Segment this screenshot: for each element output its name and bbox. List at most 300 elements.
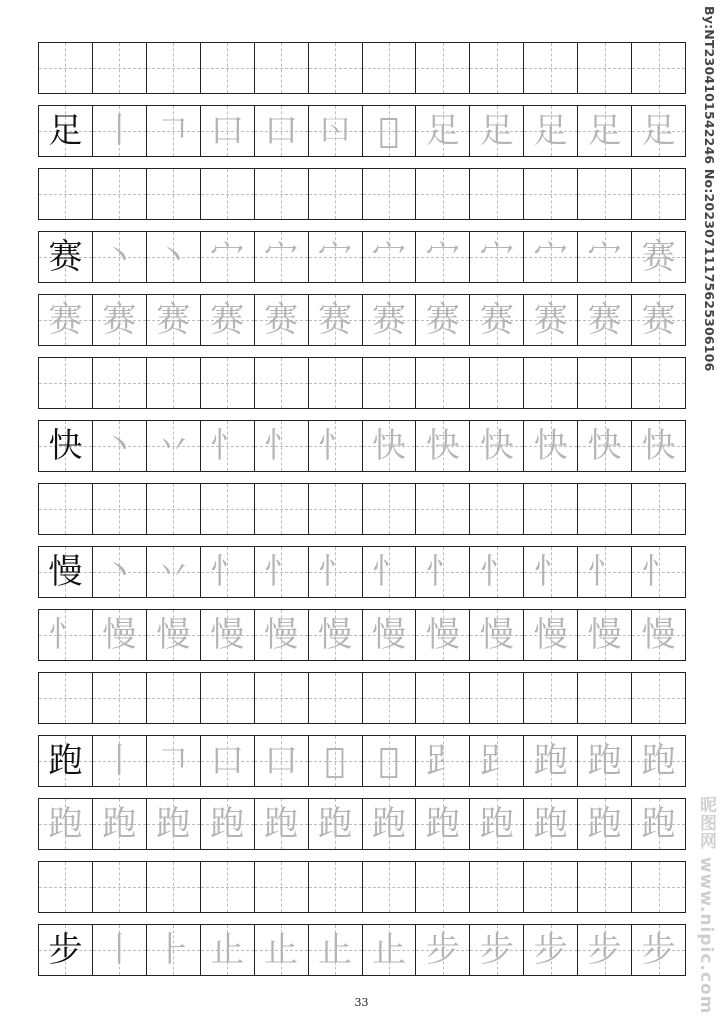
writing-cell bbox=[362, 358, 416, 408]
trace-character: 赛 bbox=[641, 237, 676, 277]
trace-character: 足 bbox=[533, 111, 568, 151]
writing-cell bbox=[200, 736, 254, 786]
trace-character: 慢 bbox=[533, 615, 568, 655]
writing-cell bbox=[415, 421, 469, 471]
writing-cell bbox=[308, 736, 362, 786]
writing-cell bbox=[415, 673, 469, 723]
writing-cell bbox=[523, 358, 577, 408]
trace-character: 赛 bbox=[264, 300, 299, 340]
writing-cell bbox=[39, 610, 92, 660]
trace-character: 忄 bbox=[210, 552, 245, 592]
writing-cell bbox=[254, 106, 308, 156]
writing-cell bbox=[523, 925, 577, 975]
practice-row bbox=[38, 798, 686, 850]
writing-cell bbox=[469, 421, 523, 471]
writing-cell bbox=[308, 799, 362, 849]
trace-character: 慢 bbox=[102, 615, 137, 655]
trace-character: 快 bbox=[425, 426, 460, 466]
writing-cell bbox=[415, 169, 469, 219]
writing-cell bbox=[631, 232, 685, 282]
writing-cell bbox=[308, 232, 362, 282]
writing-cell bbox=[308, 610, 362, 660]
writing-cell bbox=[469, 799, 523, 849]
writing-cell bbox=[92, 106, 146, 156]
trace-character: 𠮚 bbox=[318, 111, 353, 151]
writing-cell bbox=[92, 169, 146, 219]
writing-cell bbox=[631, 736, 685, 786]
trace-character: 赛 bbox=[587, 300, 622, 340]
writing-cell bbox=[415, 43, 469, 93]
trace-character: 忄 bbox=[533, 552, 568, 592]
writing-cell bbox=[39, 43, 92, 93]
trace-character: 忄 bbox=[371, 552, 406, 592]
writing-cell bbox=[523, 484, 577, 534]
practice-row bbox=[38, 483, 686, 535]
writing-cell bbox=[577, 169, 631, 219]
writing-cell bbox=[362, 484, 416, 534]
trace-character: 宀 bbox=[210, 237, 245, 277]
writing-cell bbox=[469, 610, 523, 660]
writing-cell bbox=[254, 169, 308, 219]
writing-cell bbox=[254, 232, 308, 282]
writing-cell bbox=[631, 610, 685, 660]
writing-cell bbox=[577, 799, 631, 849]
writing-cell bbox=[631, 106, 685, 156]
practice-row bbox=[38, 42, 686, 94]
writing-cell bbox=[146, 421, 200, 471]
trace-character: 跑 bbox=[533, 741, 568, 781]
writing-cell bbox=[415, 799, 469, 849]
trace-character: 赛 bbox=[533, 300, 568, 340]
writing-cell bbox=[631, 484, 685, 534]
writing-cell bbox=[415, 925, 469, 975]
writing-cell bbox=[415, 358, 469, 408]
trace-character: 宀 bbox=[264, 237, 299, 277]
trace-character: 丷 bbox=[156, 552, 191, 592]
trace-character: 𠃍 bbox=[156, 111, 191, 151]
writing-cell bbox=[469, 673, 523, 723]
writing-cell bbox=[92, 673, 146, 723]
trace-character: 跑 bbox=[210, 804, 245, 844]
trace-character: 慢 bbox=[479, 615, 514, 655]
trace-character: 快 bbox=[479, 426, 514, 466]
trace-character: 忄 bbox=[48, 615, 83, 655]
writing-cell bbox=[254, 925, 308, 975]
writing-cell bbox=[39, 799, 92, 849]
writing-cell bbox=[200, 484, 254, 534]
trace-character: 宀 bbox=[425, 237, 460, 277]
writing-cell bbox=[92, 799, 146, 849]
writing-cell bbox=[523, 295, 577, 345]
writing-cell bbox=[469, 862, 523, 912]
trace-character: 慢 bbox=[210, 615, 245, 655]
writing-cell bbox=[415, 736, 469, 786]
trace-character: 快 bbox=[641, 426, 676, 466]
writing-cell bbox=[577, 547, 631, 597]
writing-cell bbox=[254, 295, 308, 345]
trace-character: 口 bbox=[210, 111, 245, 151]
model-character: 跑 bbox=[48, 741, 83, 781]
trace-character: 丨 bbox=[102, 111, 137, 151]
trace-character: 快 bbox=[587, 426, 622, 466]
writing-cell bbox=[631, 43, 685, 93]
trace-character: 忄 bbox=[264, 426, 299, 466]
writing-cell bbox=[523, 736, 577, 786]
writing-cell bbox=[631, 547, 685, 597]
writing-cell bbox=[469, 925, 523, 975]
writing-cell bbox=[146, 358, 200, 408]
trace-character: 宀 bbox=[318, 237, 353, 277]
writing-cell bbox=[146, 232, 200, 282]
writing-cell bbox=[577, 484, 631, 534]
writing-cell bbox=[362, 799, 416, 849]
writing-cell bbox=[469, 169, 523, 219]
trace-character: 赛 bbox=[318, 300, 353, 340]
writing-cell bbox=[469, 43, 523, 93]
trace-character: 足 bbox=[641, 111, 676, 151]
trace-character: 慢 bbox=[264, 615, 299, 655]
writing-cell bbox=[146, 799, 200, 849]
writing-cell bbox=[631, 673, 685, 723]
writing-cell bbox=[200, 169, 254, 219]
writing-cell bbox=[631, 169, 685, 219]
writing-cell bbox=[308, 421, 362, 471]
writing-cell bbox=[146, 106, 200, 156]
writing-cell bbox=[577, 862, 631, 912]
trace-character: 跑 bbox=[425, 804, 460, 844]
trace-character: 忄 bbox=[641, 552, 676, 592]
writing-cell bbox=[146, 547, 200, 597]
trace-character: 慢 bbox=[371, 615, 406, 655]
trace-character: 丶 bbox=[102, 426, 137, 466]
trace-character: 止 bbox=[210, 930, 245, 970]
trace-character: 跑 bbox=[318, 804, 353, 844]
writing-cell bbox=[523, 106, 577, 156]
writing-cell bbox=[631, 421, 685, 471]
writing-cell bbox=[469, 295, 523, 345]
practice-row bbox=[38, 420, 686, 472]
writing-cell bbox=[631, 799, 685, 849]
writing-cell bbox=[523, 43, 577, 93]
writing-cell bbox=[146, 925, 200, 975]
trace-character: ⺊ bbox=[156, 930, 191, 970]
writing-cell bbox=[146, 169, 200, 219]
trace-character: 步 bbox=[533, 930, 568, 970]
writing-cell bbox=[39, 862, 92, 912]
trace-character: 跑 bbox=[587, 804, 622, 844]
trace-character: 跑 bbox=[479, 804, 514, 844]
trace-character: 步 bbox=[479, 930, 514, 970]
model-character: 赛 bbox=[48, 237, 83, 277]
trace-character: 宀 bbox=[533, 237, 568, 277]
writing-cell bbox=[254, 610, 308, 660]
writing-cell bbox=[254, 862, 308, 912]
writing-cell bbox=[308, 862, 362, 912]
trace-character: 𠃍 bbox=[156, 741, 191, 781]
writing-cell bbox=[469, 547, 523, 597]
writing-cell bbox=[92, 421, 146, 471]
trace-character: 慢 bbox=[318, 615, 353, 655]
writing-cell bbox=[39, 925, 92, 975]
writing-cell bbox=[362, 232, 416, 282]
writing-cell bbox=[631, 925, 685, 975]
page-number: 33 bbox=[354, 996, 369, 1009]
writing-cell bbox=[200, 547, 254, 597]
watermark: 昵图网 www.nipic.com bbox=[696, 795, 716, 1014]
trace-character: 忄 bbox=[318, 426, 353, 466]
writing-cell bbox=[92, 862, 146, 912]
writing-cell bbox=[39, 736, 92, 786]
writing-cell bbox=[39, 421, 92, 471]
trace-character: 丨 bbox=[102, 741, 137, 781]
trace-character: 忄 bbox=[587, 552, 622, 592]
writing-cell bbox=[308, 295, 362, 345]
trace-character: 𧾷 bbox=[425, 741, 460, 781]
trace-character: 宀 bbox=[479, 237, 514, 277]
writing-cell bbox=[362, 43, 416, 93]
writing-cell bbox=[362, 610, 416, 660]
writing-cell bbox=[39, 358, 92, 408]
practice-row bbox=[38, 672, 686, 724]
writing-cell bbox=[308, 673, 362, 723]
writing-cell bbox=[254, 673, 308, 723]
trace-character: 赛 bbox=[48, 300, 83, 340]
writing-cell bbox=[415, 106, 469, 156]
writing-cell bbox=[577, 673, 631, 723]
writing-cell bbox=[362, 295, 416, 345]
image-id-label: By:NT2304101542246 No:20230711175625306106 bbox=[702, 6, 717, 372]
writing-cell bbox=[39, 484, 92, 534]
trace-character: 慢 bbox=[425, 615, 460, 655]
trace-character: 步 bbox=[641, 930, 676, 970]
writing-cell bbox=[469, 358, 523, 408]
practice-row bbox=[38, 735, 686, 787]
writing-cell bbox=[39, 295, 92, 345]
trace-character: 𠯁 bbox=[378, 741, 400, 781]
writing-cell bbox=[146, 484, 200, 534]
trace-character: 慢 bbox=[641, 615, 676, 655]
writing-cell bbox=[39, 232, 92, 282]
trace-character: 跑 bbox=[264, 804, 299, 844]
trace-character: 慢 bbox=[587, 615, 622, 655]
trace-character: 赛 bbox=[479, 300, 514, 340]
writing-cell bbox=[200, 862, 254, 912]
trace-character: 𠯁 bbox=[378, 111, 400, 151]
trace-character: 足 bbox=[425, 111, 460, 151]
trace-character: 忄 bbox=[210, 426, 245, 466]
writing-cell bbox=[92, 232, 146, 282]
writing-cell bbox=[200, 358, 254, 408]
writing-cell bbox=[200, 232, 254, 282]
trace-character: 快 bbox=[371, 426, 406, 466]
writing-cell bbox=[308, 925, 362, 975]
trace-character: 跑 bbox=[371, 804, 406, 844]
trace-character: 丷 bbox=[156, 426, 191, 466]
writing-cell bbox=[254, 358, 308, 408]
writing-cell bbox=[415, 232, 469, 282]
writing-cell bbox=[577, 421, 631, 471]
trace-character: 丶 bbox=[156, 237, 191, 277]
trace-character: 慢 bbox=[156, 615, 191, 655]
trace-character: 丨 bbox=[102, 930, 137, 970]
writing-cell bbox=[577, 610, 631, 660]
trace-character: 忄 bbox=[479, 552, 514, 592]
writing-cell bbox=[254, 484, 308, 534]
practice-row bbox=[38, 861, 686, 913]
writing-cell bbox=[631, 358, 685, 408]
trace-character: 步 bbox=[587, 930, 622, 970]
writing-cell bbox=[92, 295, 146, 345]
trace-character: 赛 bbox=[210, 300, 245, 340]
writing-cell bbox=[415, 610, 469, 660]
writing-cell bbox=[200, 295, 254, 345]
writing-cell bbox=[92, 610, 146, 660]
model-character: 慢 bbox=[48, 552, 83, 592]
writing-cell bbox=[523, 169, 577, 219]
trace-character: 丶 bbox=[102, 237, 137, 277]
trace-character: 跑 bbox=[533, 804, 568, 844]
writing-cell bbox=[200, 610, 254, 660]
trace-character: 𠯁 bbox=[324, 741, 346, 781]
writing-cell bbox=[577, 106, 631, 156]
writing-cell bbox=[92, 484, 146, 534]
writing-cell bbox=[523, 862, 577, 912]
writing-cell bbox=[523, 232, 577, 282]
writing-cell bbox=[523, 547, 577, 597]
trace-character: 步 bbox=[425, 930, 460, 970]
writing-cell bbox=[415, 484, 469, 534]
writing-cell bbox=[39, 673, 92, 723]
trace-character: 足 bbox=[479, 111, 514, 151]
writing-cell bbox=[254, 547, 308, 597]
writing-cell bbox=[308, 547, 362, 597]
trace-character: 赛 bbox=[425, 300, 460, 340]
trace-character: 宀 bbox=[587, 237, 622, 277]
writing-cell bbox=[39, 547, 92, 597]
trace-character: 口 bbox=[264, 111, 299, 151]
writing-cell bbox=[254, 799, 308, 849]
trace-character: 口 bbox=[264, 741, 299, 781]
trace-character: 丶 bbox=[102, 552, 137, 592]
writing-cell bbox=[92, 358, 146, 408]
trace-character: 赛 bbox=[102, 300, 137, 340]
writing-cell bbox=[362, 925, 416, 975]
writing-cell bbox=[254, 736, 308, 786]
writing-cell bbox=[362, 673, 416, 723]
writing-cell bbox=[362, 106, 416, 156]
writing-cell bbox=[362, 169, 416, 219]
writing-cell bbox=[362, 421, 416, 471]
trace-character: 跑 bbox=[641, 804, 676, 844]
writing-cell bbox=[92, 547, 146, 597]
writing-cell bbox=[146, 673, 200, 723]
writing-cell bbox=[146, 862, 200, 912]
writing-cell bbox=[523, 610, 577, 660]
writing-cell bbox=[577, 736, 631, 786]
writing-cell bbox=[254, 43, 308, 93]
writing-cell bbox=[92, 925, 146, 975]
trace-character: 止 bbox=[264, 930, 299, 970]
practice-row bbox=[38, 231, 686, 283]
model-character: 步 bbox=[48, 930, 83, 970]
writing-cell bbox=[415, 295, 469, 345]
trace-character: 忄 bbox=[318, 552, 353, 592]
practice-row bbox=[38, 357, 686, 409]
writing-cell bbox=[146, 43, 200, 93]
trace-character: 忄 bbox=[425, 552, 460, 592]
writing-cell bbox=[200, 673, 254, 723]
writing-cell bbox=[254, 421, 308, 471]
writing-cell bbox=[362, 862, 416, 912]
trace-character: 跑 bbox=[156, 804, 191, 844]
writing-cell bbox=[362, 547, 416, 597]
writing-cell bbox=[469, 736, 523, 786]
writing-cell bbox=[308, 358, 362, 408]
trace-character: 止 bbox=[371, 930, 406, 970]
writing-cell bbox=[631, 862, 685, 912]
writing-cell bbox=[577, 295, 631, 345]
model-character: 足 bbox=[48, 111, 83, 151]
writing-cell bbox=[308, 484, 362, 534]
practice-row bbox=[38, 546, 686, 598]
practice-row bbox=[38, 609, 686, 661]
writing-cell bbox=[200, 925, 254, 975]
practice-row bbox=[38, 168, 686, 220]
writing-cell bbox=[92, 736, 146, 786]
writing-cell bbox=[39, 106, 92, 156]
writing-cell bbox=[200, 799, 254, 849]
practice-row bbox=[38, 924, 686, 976]
writing-cell bbox=[469, 232, 523, 282]
trace-character: 赛 bbox=[641, 300, 676, 340]
writing-cell bbox=[415, 862, 469, 912]
writing-cell bbox=[308, 106, 362, 156]
trace-character: 跑 bbox=[48, 804, 83, 844]
writing-cell bbox=[39, 169, 92, 219]
writing-cell bbox=[200, 43, 254, 93]
writing-cell bbox=[631, 295, 685, 345]
writing-cell bbox=[469, 484, 523, 534]
writing-cell bbox=[146, 736, 200, 786]
trace-character: 跑 bbox=[587, 741, 622, 781]
writing-cell bbox=[469, 106, 523, 156]
writing-cell bbox=[577, 43, 631, 93]
trace-character: 口 bbox=[210, 741, 245, 781]
trace-character: 宀 bbox=[371, 237, 406, 277]
writing-cell bbox=[92, 43, 146, 93]
trace-character: 跑 bbox=[102, 804, 137, 844]
writing-cell bbox=[523, 673, 577, 723]
trace-character: 足 bbox=[587, 111, 622, 151]
writing-cell bbox=[577, 925, 631, 975]
writing-cell bbox=[523, 421, 577, 471]
practice-row bbox=[38, 294, 686, 346]
model-character: 快 bbox=[48, 426, 83, 466]
writing-cell bbox=[200, 106, 254, 156]
trace-character: 赛 bbox=[371, 300, 406, 340]
writing-cell bbox=[146, 295, 200, 345]
trace-character: 赛 bbox=[156, 300, 191, 340]
trace-character: 忄 bbox=[264, 552, 299, 592]
trace-character: 止 bbox=[318, 930, 353, 970]
writing-cell bbox=[308, 43, 362, 93]
writing-cell bbox=[308, 169, 362, 219]
writing-cell bbox=[577, 358, 631, 408]
writing-cell bbox=[146, 610, 200, 660]
trace-character: 快 bbox=[533, 426, 568, 466]
writing-cell bbox=[577, 232, 631, 282]
trace-character: 跑 bbox=[641, 741, 676, 781]
